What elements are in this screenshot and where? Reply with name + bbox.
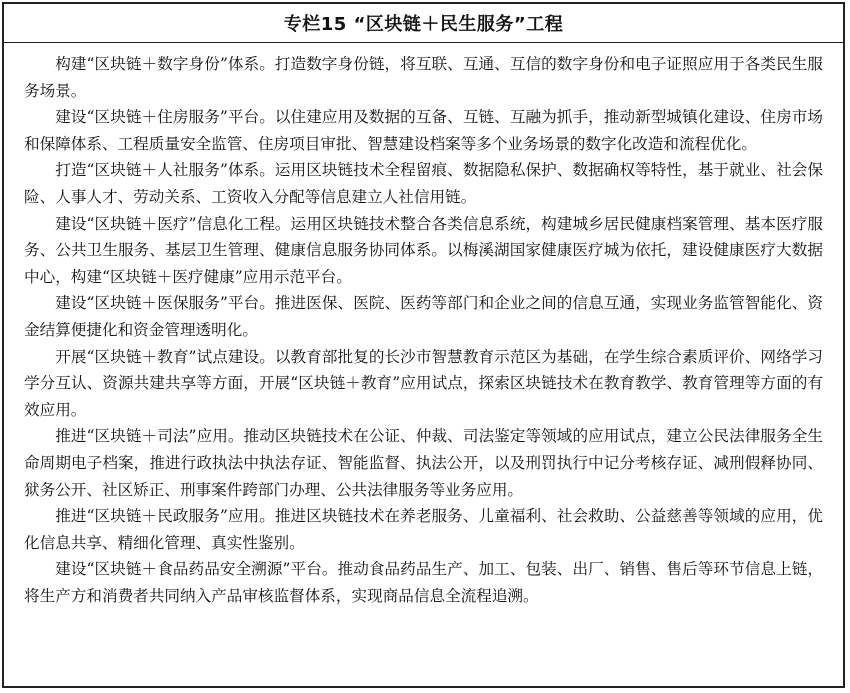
box-title: 专栏15 “区块链＋民生服务”工程 — [4, 4, 843, 43]
paragraph-education: 开展“区块链＋教育”试点建设。以教育部批复的长沙市智慧教育示范区为基础，在学生综合素质评价、网络学习学分互认、资源共建共享等方面，开展“区块链＋教育”应用试点，探索区块链技术在教育教学、教育管理等方面的有效应用。 — [24, 347, 823, 419]
paragraph-social-security: 打造“区块链＋人社服务”体系。运用区块链技术全程留痕、数据隐私保护、数据确权等特性，基于就业、社会保险、人事人才、劳动关系、工资收入分配等信息建立人社信用链。 — [24, 161, 823, 206]
paragraph-civil-affairs: 推进“区块链＋民政服务”应用。推进区块链技术在养老服务、儿童福利、社会救助、公益慈善等领域的应用，优化信息共享、精细化管理、真实性鉴别。 — [24, 507, 823, 552]
paragraph-judicial: 推进“区块链＋司法”应用。推动区块链技术在公证、仲裁、司法鉴定等领域的应用试点，建立公民法律服务全生命周期电子档案，推进行政执法中执法存证、智能监督、执法公开，以及刑罚执行中记分考核存证、减刑假释协同、狱务公开、社区矫正、刑事案件跨部门办理、公共法律服务等业务应用。 — [24, 427, 823, 499]
paragraph-food-drug-traceability: 建设“区块链＋食品药品安全溯源”平台。推动食品药品生产、加工、包装、出厂、销售、售后等环节信息上链，将生产方和消费者共同纳入产品审核监督体系，实现商品信息全流程追溯。 — [24, 560, 823, 605]
paragraph-digital-identity: 构建“区块链＋数字身份”体系。打造数字身份链，将互联、互通、互信的数字身份和电子证照应用于各类民生服务场景。 — [24, 55, 823, 100]
box-content — [4, 43, 843, 609]
paragraph-medical-insurance: 建设“区块链＋医保服务”平台。推进医保、医院、医药等部门和企业之间的信息互通，实现业务监管智能化、资金结算便捷化和资金管理透明化。 — [24, 294, 823, 339]
paragraph-medical: 建设“区块链＋医疗”信息化工程。运用区块链技术整合各类信息系统，构建城乡居民健康档案管理、基本医疗服务、公共卫生服务、基层卫生管理、健康信息服务协同体系。以梅溪湖国家健康医疗城为依托，建设健康医疗大数据中心，构建“区块链＋医疗健康”应用示范平台。 — [24, 214, 823, 286]
sidebar-box — [2, 2, 845, 688]
paragraph-housing-service: 建设“区块链＋住房服务”平台。以住建应用及数据的互备、互链、互融为抓手，推动新型城镇化建设、住房市场和保障体系、工程质量安全监管、住房项目审批、智慧建设档案等多个业务场景的数字化改造和流程优化。 — [24, 108, 823, 153]
